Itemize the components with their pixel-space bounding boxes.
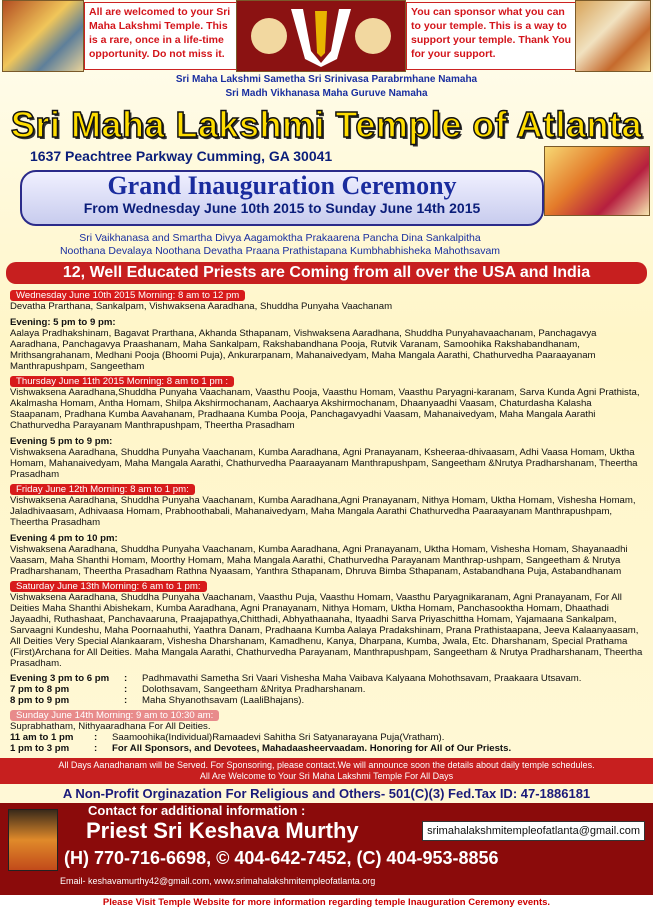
event-cell: For All Sponsors, and Devotees, Mahadaasheervaadam. Honoring for All of Our Priests. (112, 743, 512, 754)
thursday-morning: Vishwaksena Aaradhana,Shuddha Punyaha Vaachanam, Vaasthu Pooja, Vaasthu Homam, Vaasthu Paryagni-karanam, Sarva Kunda Agni Prathista, Akalmasha Homam, Antha Homam, Shilpa Akshirmochanam, Aachaarya Akshirmochanam, Dhaanyaadhi Vaasam, Chaturdasha Kalasha Staapanam, Pradhana Kumba Aavahanam, Pradhaana Kumba Pooja, Panchagavyadhi Vaasam, Mahanaivedyam, Maha Mangala Aarathi Chathurvedha Parayanam Manthrapushpam, Theertha Prasadham (10, 387, 640, 431)
table-row (10, 732, 515, 743)
sanskrit-text (20, 232, 540, 258)
saturday-morning: Vishwaksena Aaradhana, Shuddha Punyaha Vaachanam, Vaasthu Puja, Vaasthu Homam, Vaasthu Paryagnikaranam, Agni Pranayanam, For All Deities Maha Shanthi Abishekam, Kumba Aaradhana, Agni Pranayanam, Nithya Homam, Uktha Homam, Panchasooktha Homam, Dhaathadi Jayaadhi, Ruthashaat, Panchavaaruna, Praajapathya,Chitthadi, Abhyathaanaha, Ityaadhi Sarva Priyaschittha Homam, Yajamaana Sankalpam, Sarvaagni Kundeshu, Maha Poornaahuthi, Yaathra Danam, Pradhaana Kumba Aalaya Pradakshinam, Prana Prathistaapana, Jeeva Kalaanyaasam, All Deities Very Special Alankaaram, Vishesha Dharshanam, Kamadhenu, Kanya, Dharpana, Kumba, Jwala, Etc. Dharshanam, Special Prathama (First)Archana for All Deities. Maha Mangala Aarathi, Chathurvedha Parayanam, Manthrapushpam, Sangeetham & Nrutya Pradharshanam, Theertha Prasadham. (10, 592, 643, 669)
separator-cell: : (124, 673, 128, 684)
wednesday-evening: Aalaya Pradhakshinam, Bagavat Prarthana, Akhanda Sthapanam, Vishwaksena Aaradhana, Shuddha Punyahavaachanam, Panchagavya Aaradhana, Panchagavya Praashanam, Maha Sankalpam, Rakshabandhana Pooja, Rutvik Varanam, Samoohika Rakshabandhanam, Mrithsangrahanam, Medhani Pooja (Bhoomi Puja), Ankurarpanam, Mahanaivedyam, Maha Mangala Aarathi, Chathurvedha Paaraayanam Manthrapushpam, Sangeetham (10, 328, 597, 372)
saturday-evening-table (10, 673, 585, 706)
contact-label: Contact for additional information : (88, 803, 306, 818)
ceremony-title: Grand Inauguration Ceremony (107, 171, 457, 200)
table-row (10, 673, 585, 684)
table-row (10, 684, 585, 695)
priest-name: Priest Sri Keshava Murthy (86, 818, 359, 843)
wednesday-header: Wednesday June 10th 2015 Morning: 8 am to 12 pm (10, 290, 245, 301)
ceremony-dates: From Wednesday June 10th 2015 to Sunday June 14th 2015 (83, 200, 481, 216)
separator-cell: : (124, 695, 128, 706)
sanskrit-line-1: Sri Vaikhanasa and Smartha Divya Aagamoktha Prakaarena Pancha Dina Sankalpitha (79, 232, 481, 244)
aanadhanam-banner (0, 758, 653, 784)
thursday-header: Thursday June 11th 2015 Morning: 8 am to 1 pm : (10, 376, 234, 387)
wednesday-morning: Devatha Prarthana, Sankalpam, Vishwaksena Aaradhana, Shuddha Punyaha Vaachanam (10, 301, 393, 312)
time-cell: 11 am to 1 pm (10, 732, 74, 743)
deity-picture-left (2, 0, 84, 72)
temple-address: 1637 Peachtree Parkway Cumming, GA 30041 (30, 148, 333, 164)
lakshmi-picture (544, 146, 650, 216)
mantra-line-1: Sri Maha Lakshmi Sametha Sri Srinivasa Parabrmhane Namaha (175, 74, 478, 85)
time-cell: 1 pm to 3 pm (10, 743, 70, 754)
friday-evening: Vishwaksena Aaradhana, Shuddha Punyaha Vaachanam, Kumba Aaradhana, Agni Pranayanam, Uktha Homam, Vishesha Homam, Shayanaadhi Vaasam, Maha Shanthi Homam, Moorthy Homam, Maha Mangala Aarathi, Chathurvedha Parayanam Manthrap-ushpam, Sangeetham & Nrutya Pradharshanam, Theertha Prasadham Rathna Nyaasam, Yanthra Sthapanam, Dhruva Bimba Sthapanam, Astabandhana Puja, Astabandhanam (10, 544, 628, 577)
time-cell: Evening 3 pm to 6 pm (10, 673, 110, 684)
priests-banner: 12, Well Educated Priests are Coming from all over the USA and India (6, 262, 647, 284)
phone-numbers: (H) 770-716-6698, © 404-642-7452, (C) 404-953-8856 (64, 848, 499, 868)
event-cell: Padhmavathi Sametha Sri Vaari Vishesha Maha Vaibava Kalyaana Mohothsavam, Praakaara Utsavam. (142, 673, 582, 684)
deity-picture-right (575, 0, 651, 72)
friday-morning: Vishwaksena Aaradhana, Shuddha Punyaha Vaachanam, Kumba Aaradhana,Agni Pranayanam, Nithya Homam, Uktha Homam, Vishesha Homam, Jaladhivaasam, Adhivaasa Homam, Prabhoothabali, Mahanaivedyam, Maha Mangala Aarathi Chathurvedha Paaraayanam Manthrapushpam, Theertha Prasadham (10, 495, 636, 528)
thursday-evening-label: Evening 5 pm to 9 pm: (10, 436, 113, 447)
contact-panel (0, 803, 653, 895)
sponsor-notice: You can sponsor what you can to your temple. This is a way to support your temple. Thank You for your support. (406, 2, 578, 70)
separator-cell: : (124, 684, 128, 695)
sunday-table (10, 732, 515, 754)
time-cell: 7 pm to 8 pm (10, 684, 70, 695)
mantra-line-2: Sri Madh Vikhanasa Maha Guruve Namaha (225, 88, 428, 99)
saturday-header: Saturday June 13th Morning: 6 am to 1 pm: (10, 581, 207, 592)
time-cell: 8 pm to 9 pm (10, 695, 70, 706)
table-row (10, 743, 515, 754)
welcome-notice: All are welcomed to your Sri Maha Lakshmi Temple. This is a rare, once in a life-time opportunity. Do not miss it. (84, 2, 240, 70)
priest-photo (8, 809, 58, 871)
event-cell: Dolothsavam, Sangeetham &Nritya Pradharshanam. (142, 684, 366, 695)
friday-header: Friday June 12th Morning: 8 am to 1 pm: (10, 484, 195, 495)
temple-title: Sri Maha Lakshmi Temple of Atlanta (10, 104, 643, 145)
contact-emails[interactable]: Email- keshavamurthy42@gmail.com, www.srimahalakshmitempleofatlanta.org (60, 876, 376, 886)
event-cell: Saamoohika(Individual)Ramaadevi Sahitha Sri Satyanarayana Puja(Vratham). (112, 732, 445, 743)
namam-emblem (236, 0, 406, 72)
wednesday-evening-label: Evening: 5 pm to 9 pm: (10, 317, 116, 328)
footer-line-2: All Are Welcome to Your Sri Maha Lakshmi Temple For All Days (199, 771, 454, 781)
ceremony-box (20, 170, 544, 226)
schedule (0, 284, 653, 754)
friday-evening-label: Evening 4 pm to 10 pm: (10, 533, 118, 544)
table-row (10, 695, 585, 706)
sunday-morning: Suprabhatham, Nithyaaradhana For All Deities. (10, 721, 211, 732)
separator-cell: : (94, 732, 98, 743)
event-cell: Maha Shyanothsavam (LaaliBhajans). (142, 695, 305, 706)
nonprofit-line: A Non-Profit Orginazation For Religious and Others- 501(C)(3) Fed.Tax ID: 47-1886181 (62, 786, 591, 801)
footer-line-1: All Days Aanadhanam will be Served. For Sponsoring, please contact.We will announce soon the details about daily temple schedules. (58, 760, 595, 770)
visit-website-note: Please Visit Temple Website for more information regarding temple Inauguration Ceremony events. (102, 897, 551, 908)
sunday-header: Sunday June 14th Morning: 9 am to 10:30 am: (10, 710, 219, 721)
thursday-evening: Vishwaksena Aaradhana, Shuddha Punyaha Vaachanam, Kumba Aaradhana, Agni Pranayanam, Ksheeraa-dhivaasam, Adhi Vaasa Homam, Uktha Homam, Mahanaivedyam, Maha Mangala Aarathi, Chathurvedha Paaraayanam Manthrapushpam, Sangeetham &Nrutya Pradharshanam, Theertha Prasadham (10, 447, 638, 480)
header-images (0, 0, 653, 72)
separator-cell: : (94, 743, 98, 754)
temple-email[interactable]: srimahalakshmitempleofatlanta@gmail.com (422, 821, 645, 841)
sanskrit-line-2: Noothana Devalaya Noothana Devatha Praana Prathistapana Kumbhabhisheka Mahothsavam (59, 245, 501, 257)
